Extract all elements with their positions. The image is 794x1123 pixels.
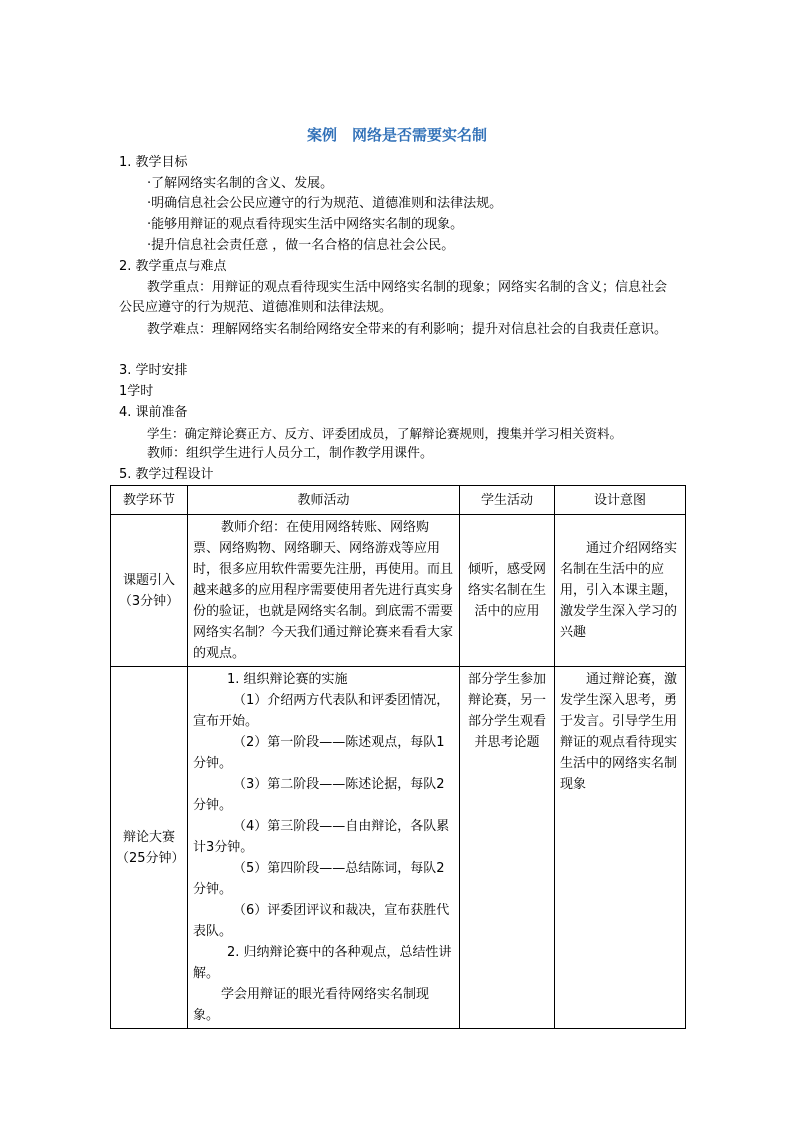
objective-item: ·明确信息社会公民应遵守的行为规范、道德准则和法律法规。 <box>147 196 503 211</box>
student-activity-cell: 倾听，感受网络实名制在生活中的应用 <box>460 515 555 667</box>
table-row <box>111 667 686 1029</box>
keypoints-difficulty: 教学难点：理解网络实名制给网络安全带来的有利影响；提升对信息社会的自我责任意识。 <box>147 322 668 337</box>
table-header-row <box>111 486 686 515</box>
teacher-activity-cell <box>188 667 460 1029</box>
table-row <box>111 515 686 667</box>
col-header-teacher: 教师活动 <box>188 486 460 515</box>
objective-item: ·了解网络实名制的含义、发展。 <box>147 176 334 191</box>
student-activity-cell: 部分学生参加辩论赛，另一部分学生观看并思考论题 <box>460 667 555 1029</box>
preparation-heading: 4. 课前准备 <box>119 405 188 420</box>
activity-step: （2）第一阶段——陈述观点，每队1分钟。 <box>193 735 445 771</box>
activity-step: （4）第三阶段——自由辩论，各队累计3分钟。 <box>193 819 450 855</box>
stage-cell <box>111 515 188 667</box>
objective-item: ·提升信息社会责任意 ，做一名合格的信息社会公民。 <box>147 238 455 253</box>
stage-duration: （25分钟） <box>116 850 185 866</box>
activity-step: 1. 组织辩论赛的实施 <box>227 672 348 687</box>
stage-name: 课题引入 <box>122 572 175 588</box>
keypoints-heading: 2. 教学重点与难点 <box>119 259 227 274</box>
activity-step: 2. 归纳辩论赛中的各种观点，总结性讲解。 <box>193 945 452 981</box>
page-title: 案例 网络是否需要实名制 <box>306 126 487 144</box>
activity-step: （3）第二阶段——陈述论据，每队2分钟。 <box>193 777 445 813</box>
activity-step: 学会用辩证的眼光看待网络实名制现象。 <box>193 987 430 1023</box>
schedule-value: 1学时 <box>119 384 154 399</box>
col-header-stage: 教学环节 <box>111 486 188 515</box>
activity-step: （1）介绍两方代表队和评委团情况，宣布开始。 <box>193 693 450 729</box>
col-header-design: 设计意图 <box>555 486 686 515</box>
design-intent-cell: 通过介绍网络实名制在生活中的应用，引入本课主题，激发学生深入学习的兴趣 <box>555 515 686 667</box>
activity-step: （6）评委团评议和裁决，宣布获胜代表队。 <box>193 903 450 939</box>
stage-cell <box>111 667 188 1029</box>
col-header-student: 学生活动 <box>460 486 555 515</box>
preparation-student: 学生：确定辩论赛正方、反方、评委团成员，了解辩论赛规则，搜集并学习相关资料。 <box>147 426 623 441</box>
schedule-heading: 3. 学时安排 <box>119 363 188 378</box>
objectives-heading: 1. 教学目标 <box>119 155 188 170</box>
process-heading: 5. 教学过程设计 <box>119 467 214 482</box>
objective-item: ·能够用辩证的观点看待现实生活中网络实名制的现象。 <box>147 217 464 232</box>
stage-duration: （3分钟） <box>118 593 180 609</box>
keypoints-focus: 教学重点：用辩证的观点看待现实生活中网络实名制的现象；网络实名制的含义；信息社会公民应遵守的行为规范、道德准则和法律法规。 <box>119 280 668 315</box>
preparation-teacher: 教师：组织学生进行人员分工，制作教学用课件。 <box>147 446 434 461</box>
stage-name: 辩论大赛 <box>122 829 175 845</box>
teaching-process-table <box>110 485 686 1029</box>
teacher-activity-text: 教师介绍：在使用网络转账、网络购票、网络购物、网络聊天、网络游戏等应用时，很多应用软件需要先注册，再使用。而且越来越多的应用程序需要使用者先进行真实身份的验证，也就是网络实名制。到底需不需要网络实名制？今天我们通过辩论赛来看看大家的观点。 <box>193 520 454 661</box>
activity-step: （5）第四阶段——总结陈词，每队2分钟。 <box>193 861 445 897</box>
teacher-activity-cell <box>188 515 460 667</box>
design-intent-cell: 通过辩论赛，激发学生深入思考，勇于发言。引导学生用辩证的观点看待现实生活中的网络实名制现象 <box>555 667 686 1029</box>
